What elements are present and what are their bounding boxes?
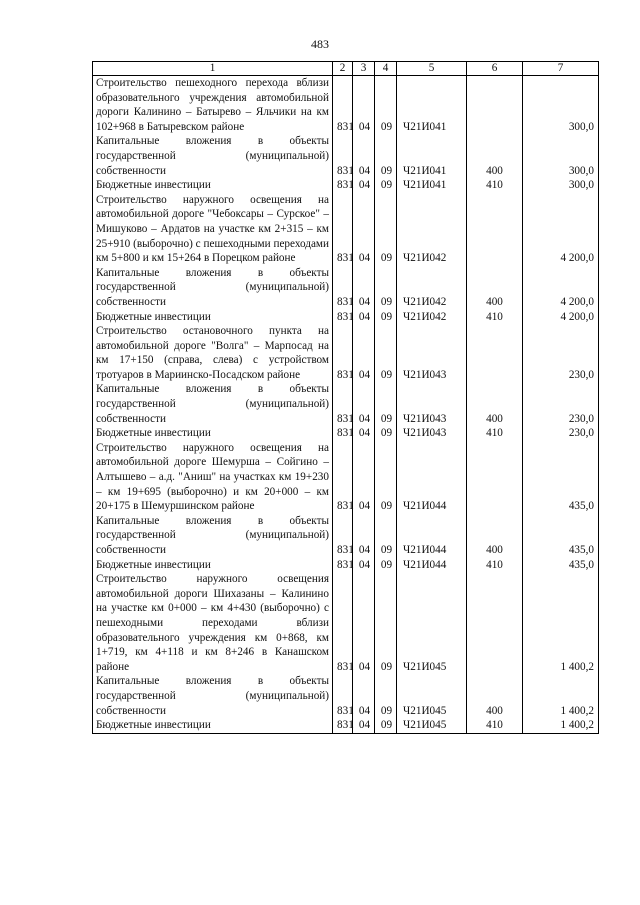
table-row [93, 382, 599, 426]
row-col-6 [467, 193, 523, 266]
row-col-7: 435,0 [523, 441, 599, 514]
row-col-3: 04 [353, 266, 375, 310]
row-col-5: Ч21И042 [397, 310, 467, 325]
row-name: Капитальные вложения в объекты государственной (муниципальной) собственности [93, 134, 333, 178]
row-col-3: 04 [353, 426, 375, 441]
row-col-3: 04 [353, 558, 375, 573]
row-name: Капитальные вложения в объекты государственной (муниципальной) собственности [93, 266, 333, 310]
row-col-6: 410 [467, 178, 523, 193]
table-row [93, 324, 599, 382]
row-col-7: 300,0 [523, 76, 599, 135]
row-col-4: 09 [375, 674, 397, 718]
row-col-7: 1 400,2 [523, 572, 599, 674]
table-row [93, 193, 599, 266]
row-name: Капитальные вложения в объекты государственной (муниципальной) собственности [93, 382, 333, 426]
row-col-5: Ч21И042 [397, 266, 467, 310]
page-number: 483 [311, 37, 329, 51]
row-name: Строительство наружного освещения автомобильной дороги Шихазаны – Калинино на участке км 0+000 – км 4+430 (выборочно) с пешеходными переходами вблизи образовательного учреждения км 0+868, км 1+719, км 4+118 и км 8+246 в Канашском районе [93, 572, 333, 674]
row-col-4: 09 [375, 558, 397, 573]
row-col-5: Ч21И044 [397, 514, 467, 558]
row-col-5: Ч21И041 [397, 178, 467, 193]
table-row [93, 718, 599, 733]
table-row [93, 76, 599, 135]
row-col-5: Ч21И043 [397, 426, 467, 441]
row-name: Капитальные вложения в объекты государственной (муниципальной) собственности [93, 674, 333, 718]
row-col-3: 04 [353, 134, 375, 178]
row-col-7: 230,0 [523, 324, 599, 382]
row-col-2: 831 [333, 558, 353, 573]
table-row [93, 514, 599, 558]
row-col-3: 04 [353, 514, 375, 558]
row-col-5: Ч21И044 [397, 441, 467, 514]
row-col-7: 4 200,0 [523, 266, 599, 310]
row-col-7: 4 200,0 [523, 310, 599, 325]
row-col-2: 831 [333, 382, 353, 426]
row-col-4: 09 [375, 426, 397, 441]
row-col-6: 410 [467, 718, 523, 733]
table-row [93, 441, 599, 514]
row-name: Бюджетные инвестиции [93, 426, 333, 441]
row-name: Строительство наружного освещения на автомобильной дороге "Чебоксары – Сурское" – Мишуково – Ардатов на участке км 2+315 – км 25+910 (выборочно) с пешеходными переходами км 5+800 и км 15+264 в Порецком районе [93, 193, 333, 266]
row-col-3: 04 [353, 674, 375, 718]
row-col-5: Ч21И041 [397, 76, 467, 135]
row-col-4: 09 [375, 382, 397, 426]
row-col-7: 300,0 [523, 178, 599, 193]
column-header-2: 2 [333, 62, 353, 76]
row-col-5: Ч21И043 [397, 382, 467, 426]
row-col-5: Ч21И045 [397, 718, 467, 733]
row-col-7: 435,0 [523, 558, 599, 573]
row-col-5: Ч21И044 [397, 558, 467, 573]
table-row [93, 134, 599, 178]
row-col-4: 09 [375, 193, 397, 266]
row-col-6 [467, 572, 523, 674]
row-col-3: 04 [353, 178, 375, 193]
row-col-4: 09 [375, 718, 397, 733]
budget-table [92, 61, 599, 734]
row-name: Бюджетные инвестиции [93, 178, 333, 193]
row-col-3: 04 [353, 572, 375, 674]
row-col-3: 04 [353, 441, 375, 514]
row-col-2: 831 [333, 514, 353, 558]
column-header-6: 6 [467, 62, 523, 76]
row-col-6 [467, 441, 523, 514]
row-col-6: 410 [467, 310, 523, 325]
row-col-2: 831 [333, 718, 353, 733]
table-row [93, 178, 599, 193]
row-name: Строительство наружного освещения на автомобильной дороге Шемурша – Сойгино – Алтышево – а.д. "Аниш" на участках км 19+230 – км 19+695 (выборочно) и км 20+000 – км 20+175 в Шемуршинском районе [93, 441, 333, 514]
row-name: Строительство пешеходного перехода вблизи образовательного учреждения автомобильной дороги Калинино – Батырево – Яльчики на км 102+968 в Батыревском районе [93, 76, 333, 135]
row-col-3: 04 [353, 193, 375, 266]
row-col-4: 09 [375, 134, 397, 178]
row-col-2: 831 [333, 193, 353, 266]
row-col-3: 04 [353, 718, 375, 733]
row-col-6 [467, 76, 523, 135]
row-col-6: 410 [467, 558, 523, 573]
column-header-4: 4 [375, 62, 397, 76]
row-col-7: 4 200,0 [523, 193, 599, 266]
column-header-3: 3 [353, 62, 375, 76]
row-col-4: 09 [375, 441, 397, 514]
row-col-2: 831 [333, 310, 353, 325]
row-col-5: Ч21И045 [397, 572, 467, 674]
row-col-4: 09 [375, 514, 397, 558]
row-col-2: 831 [333, 572, 353, 674]
column-header-5: 5 [397, 62, 467, 76]
row-col-6: 400 [467, 514, 523, 558]
row-col-4: 09 [375, 324, 397, 382]
row-col-7: 300,0 [523, 134, 599, 178]
row-col-4: 09 [375, 266, 397, 310]
row-col-2: 831 [333, 134, 353, 178]
row-col-3: 04 [353, 76, 375, 135]
table-row [93, 426, 599, 441]
row-name: Бюджетные инвестиции [93, 558, 333, 573]
row-col-6: 400 [467, 674, 523, 718]
row-col-3: 04 [353, 324, 375, 382]
table-row [93, 310, 599, 325]
table-body [93, 76, 599, 734]
row-col-2: 831 [333, 426, 353, 441]
row-name: Капитальные вложения в объекты государственной (муниципальной) собственности [93, 514, 333, 558]
row-col-2: 831 [333, 76, 353, 135]
table-header [93, 62, 599, 76]
row-col-4: 09 [375, 310, 397, 325]
table-row [93, 572, 599, 674]
table-row [93, 266, 599, 310]
header-row [93, 62, 599, 76]
row-col-2: 831 [333, 266, 353, 310]
row-name: Строительство остановочного пункта на автомобильной дороге "Волга" – Марпосад на км 17+150 (справа, слева) с устройством тротуаров в Мариинско-Посадском районе [93, 324, 333, 382]
row-col-3: 04 [353, 310, 375, 325]
row-col-7: 230,0 [523, 426, 599, 441]
column-header-1: 1 [93, 62, 333, 76]
row-col-2: 831 [333, 324, 353, 382]
row-col-5: Ч21И043 [397, 324, 467, 382]
row-col-5: Ч21И045 [397, 674, 467, 718]
row-col-4: 09 [375, 178, 397, 193]
row-col-3: 04 [353, 382, 375, 426]
row-col-7: 230,0 [523, 382, 599, 426]
row-col-4: 09 [375, 76, 397, 135]
row-col-5: Ч21И042 [397, 193, 467, 266]
row-col-6: 400 [467, 266, 523, 310]
row-col-7: 1 400,2 [523, 674, 599, 718]
row-name: Бюджетные инвестиции [93, 310, 333, 325]
row-col-5: Ч21И041 [397, 134, 467, 178]
row-col-2: 831 [333, 178, 353, 193]
row-name: Бюджетные инвестиции [93, 718, 333, 733]
column-header-7: 7 [523, 62, 599, 76]
row-col-2: 831 [333, 441, 353, 514]
row-col-6: 400 [467, 382, 523, 426]
row-col-2: 831 [333, 674, 353, 718]
row-col-7: 435,0 [523, 514, 599, 558]
row-col-6 [467, 324, 523, 382]
row-col-4: 09 [375, 572, 397, 674]
table-row [93, 674, 599, 718]
table-row [93, 558, 599, 573]
row-col-6: 400 [467, 134, 523, 178]
row-col-7: 1 400,2 [523, 718, 599, 733]
row-col-6: 410 [467, 426, 523, 441]
